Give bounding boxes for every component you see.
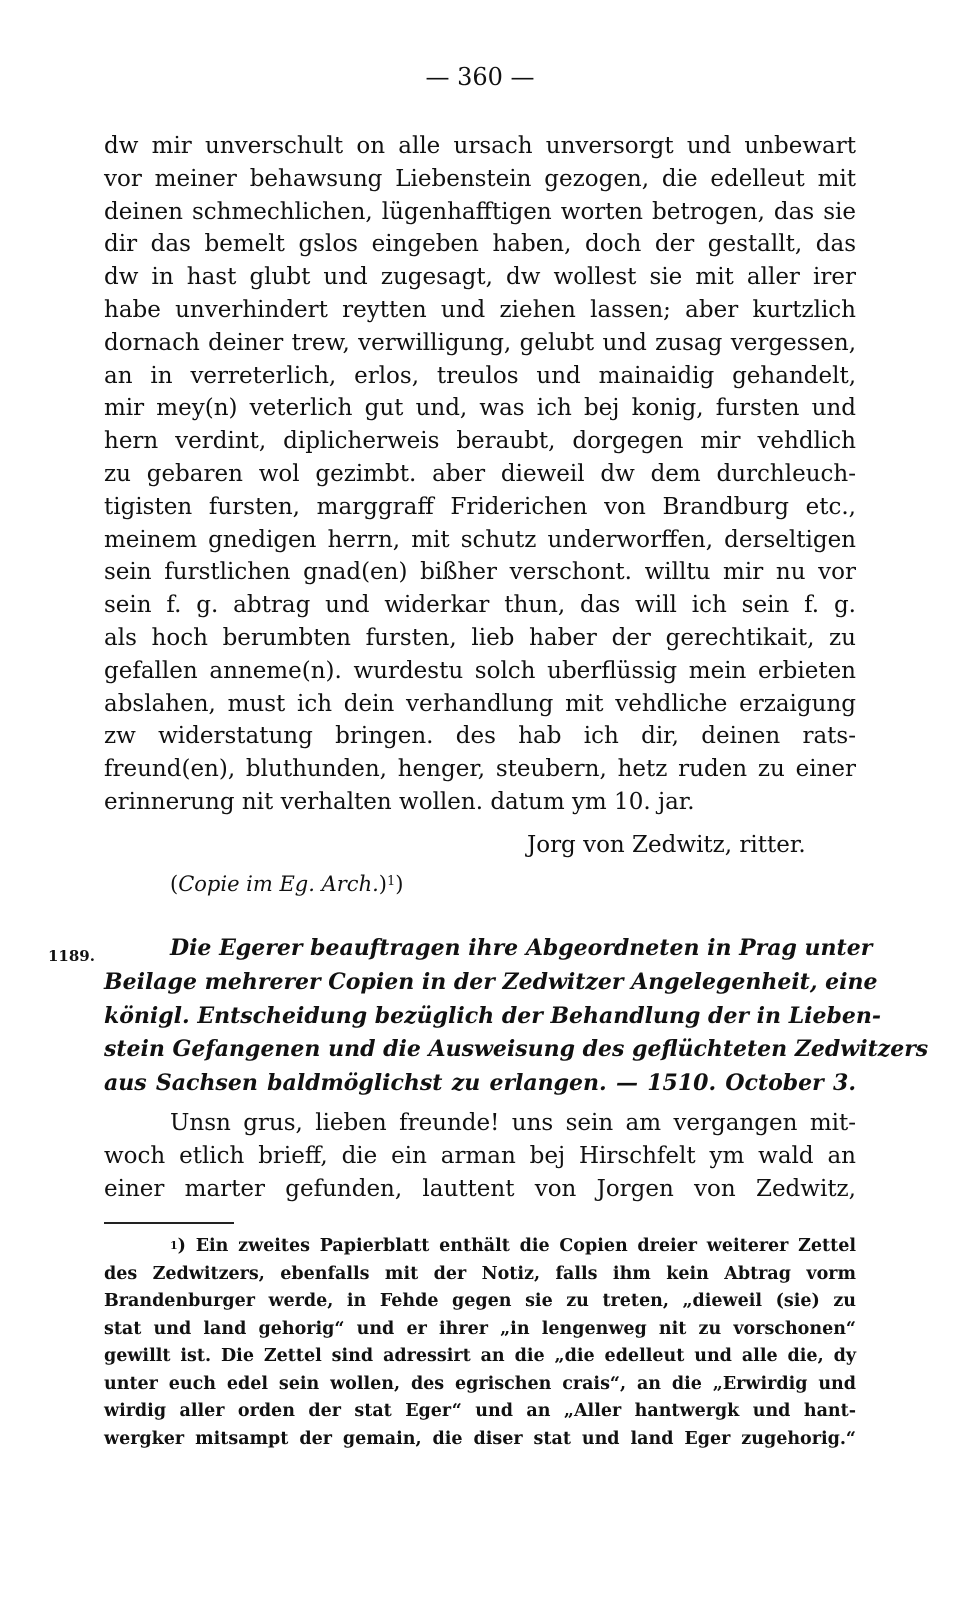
letter-line: woch etlich brieff, die ein arman bej Hirschfelt ym wald an [104, 1143, 856, 1169]
regest-line: stein Gefangenen und die Ausweisung des geflüchteten Zedwitzers [104, 1036, 929, 1063]
main-text-block [104, 130, 856, 819]
text-line: dw in hast glubt und zugesagt, dw wollest sie mit aller irer [104, 264, 856, 291]
source-note-text: Copie im Eg. Arch. [178, 872, 379, 896]
page-number: — 360 — [425, 63, 535, 91]
text-line: hern verdint, diplicherweis beraubt, dorgegen mir vehdlich [104, 428, 856, 455]
text-line: sein furstlichen gnad(en) bißher verschont. willtu mir nu vor [104, 559, 856, 586]
letter-line: Unsn grus, lieben freunde! uns sein am vergangen mit- [170, 1110, 856, 1136]
footnote-line: stat und land gehorig“ und er ihrer „in lengenweg nit zu vorschonen“ [104, 1318, 856, 1339]
regest-line: aus Sachsen baldmöglichst zu erlangen. — 1510. October 3. [104, 1070, 856, 1097]
text-line: meinem gnedigen herrn, mit schutz underworffen, derseltigen [104, 526, 856, 553]
letter-line: einer marter gefunden, lauttent von Jorgen von Zedwitz, [104, 1176, 856, 1202]
text-line: vor meiner behawsung Liebenstein gezogen, die edelleut mit [104, 165, 856, 192]
text-line: als hoch berumbten fursten, lieb haber der gerechtikait, zu [104, 624, 856, 651]
text-line: dornach deiner trew, verwilligung, gelubt und zusag vergessen, [104, 329, 856, 356]
footnote-line: unter euch edel sein wollen, des egrischen crais“, an die „Erwirdig und [104, 1373, 856, 1394]
footnote-line: wirdig aller orden der stat Eger“ und an „Aller hantwergk und hant- [104, 1401, 856, 1421]
document-regest [104, 932, 929, 1101]
text-line: mir mey(n) veterlich gut und, was ich bej konig, fursten und [104, 395, 856, 422]
text-line: abslahen, must ich dein verhandlung mit vehdliche erzaigung [104, 690, 856, 717]
document-number: 1189. [48, 947, 95, 965]
text-line: habe unverhindert reytten und ziehen lassen; aber kurtzlich [104, 296, 856, 323]
regest-line: Beilage mehrerer Copien in der Zedwitzer Angelegenheit, eine [104, 968, 878, 995]
text-line: gefallen anneme(n). wurdestu solch uberflüssig mein erbieten [104, 657, 856, 684]
footnote-line: Brandenburger werde, in Fehde gegen sie zu treten, „dieweil (sie) zu [104, 1291, 856, 1311]
text-line: zu gebaren wol gezimbt. aber dieweil dw dem durchleuch- [104, 460, 856, 487]
footnote-reference-mark: 1 [386, 874, 396, 889]
signature: Jorg von Zedwitz, ritter. [527, 832, 806, 858]
text-line: erinnerung nit verhalten wollen. datum ym 10. jar. [104, 788, 695, 815]
footnote-divider [104, 1222, 234, 1224]
footnote-line: wergker mitsampt der gemain, die diser stat und land Eger zugehorig.“ [104, 1428, 856, 1449]
footnote-mark-paren: ) [177, 1236, 186, 1256]
footnote-line: gewillt ist. Die Zettel sind adressirt an die „die edelleut und alle die, dy [104, 1346, 856, 1366]
footnote-mark: 1 [170, 1239, 178, 1252]
footnote-line-text: Ein zweites Papierblatt enthält die Copien dreier weiterer Zettel [195, 1236, 856, 1256]
text-line: an in verreterlich, erlos, treulos und mainaidig gehandelt, [104, 362, 856, 389]
regest-line: königl. Entscheidung bezüglich der Behandlung der in Lieben- [104, 1002, 882, 1029]
letter-text-block [104, 1107, 856, 1206]
text-line: dir das bemelt gslos eingeben haben, doch der gestallt, das [104, 231, 856, 258]
source-note-open-paren: ( [170, 872, 179, 896]
source-note-close-paren: ) [378, 872, 387, 896]
footnote-block [104, 1233, 856, 1453]
footnote-reference-paren: ) [395, 872, 404, 896]
text-line: zw widerstatung bringen. des hab ich dir, deinen rats- [104, 723, 856, 750]
text-line: freund(en), bluthunden, henger, steubern, hetz ruden zu einer [104, 756, 856, 783]
regest-line: Die Egerer beauftragen ihre Abgeordneten in Prag unter [170, 935, 873, 961]
footnote-line: des Zedwitzers, ebenfalls mit der Notiz, falls ihm kein Abtrag vorm [104, 1263, 856, 1284]
text-line: sein f. g. abtrag und widerkar thun, das will ich sein f. g. [104, 592, 856, 619]
text-line: deinen schmechlichen, lügenhafftigen worten betrogen, das sie [104, 198, 856, 225]
footnote-line [104, 1233, 856, 1261]
text-line: dw mir unverschult on alle ursach unversorgt und unbewart [104, 133, 856, 159]
source-note [170, 868, 403, 900]
text-line: tigisten fursten, marggraff Friderichen von Brandburg etc., [104, 493, 856, 520]
